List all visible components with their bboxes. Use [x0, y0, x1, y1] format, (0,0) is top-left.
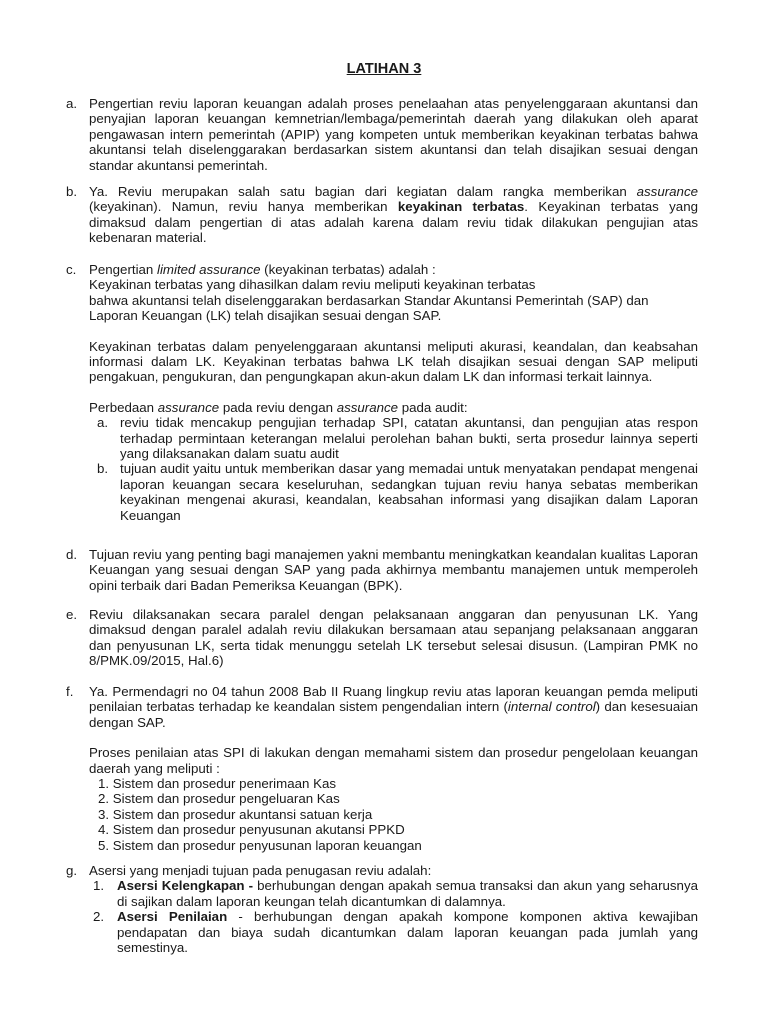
item-d-label: d.: [66, 547, 78, 562]
item-c-sub-b-text: tujuan audit yaitu untuk memberikan dasar yang memadai untuk menyatakan pendapat mengenai laporan keuangan secara keseluruhan, sedangkan tujuan reviu hanya sebatas memberikan keyakinan mengenai akurasi, keandalan, keabsahan informasi yang disajikan dalam Laporan Keuangan: [120, 461, 698, 523]
item-f-para2: Proses penilaian atas SPI di lakukan dengan memahami sistem dan prosedur pengelolaan keuangan daerah yang meliputi :: [89, 745, 698, 776]
item-d-text: Tujuan reviu yang penting bagi manajemen yakni membantu meningkatkan keandalan kualitas Laporan Keuangan yang sesuai dengan SAP yang pada akhirnya membantu manajemen untuk memperoleh opini terbaik dari Badan Pemeriksa Keuangan (BPK).: [89, 547, 698, 593]
item-c-diff-italic-1: assurance: [157, 399, 220, 415]
item-b-label: b.: [66, 184, 78, 199]
item-f-list: [98, 776, 698, 853]
item-g: [66, 863, 698, 955]
item-c-diff-3: pada audit:: [398, 399, 468, 415]
item-c-intro: [89, 262, 698, 277]
item-g-assertion-1-num: 1.: [93, 878, 105, 894]
item-g-assertion-2-desc: - berhubungan dengan apakah kompone komponen aktiva kewajiban pendapatan dan biaya sudah dicantumkan dalam laporan keuangan pada jumlah yang semestinya.: [117, 909, 699, 956]
item-g-assertion-2: [93, 909, 698, 955]
item-b-italic: assurance: [636, 184, 698, 199]
item-f-list-item: 3. Sistem dan prosedur akuntansi satuan kerja: [98, 806, 373, 822]
item-c-para2: Keyakinan terbatas dalam penyelenggaraan akuntansi meliputi akurasi, keandalan, dan keabsahan informasi dalam LK. Keyakinan terbatas bahwa LK telah disajikan sesuai dengan SAP meliputi pengakuan, pengukuran, dan pengungkapan akun-akun dalam LK dan informasi terkait lainnya.: [89, 338, 698, 385]
item-c-line1: Keyakinan terbatas yang dihasilkan dalam reviu meliputi keyakinan terbatas: [89, 277, 536, 293]
item-e: [66, 607, 698, 669]
item-e-label: e.: [66, 607, 78, 622]
item-g-assertion-2-num: 2.: [93, 909, 105, 925]
item-c-label: c.: [66, 262, 77, 277]
item-c-sub-b-label: b.: [97, 461, 109, 477]
item-f-list-item: 5. Sistem dan prosedur penyusunan laporan keuangan: [98, 837, 422, 853]
item-c-diff-1: Perbedaan: [89, 399, 158, 415]
item-c-sub-b: [97, 461, 698, 523]
item-d: [66, 547, 698, 593]
item-c-sub-a: [97, 415, 698, 461]
item-g-assertion-1-text: [117, 878, 698, 909]
item-g-intro: Asersi yang menjadi tujuan pada penugasan reviu adalah:: [89, 863, 432, 878]
item-c-intro-italic: limited assurance: [157, 262, 261, 277]
item-g-assertion-1-title: Asersi Kelengkapan -: [117, 878, 254, 894]
item-b: [66, 184, 698, 246]
item-g-assertion-2-title: Asersi Penilaian: [117, 909, 228, 925]
item-f-text-2: ) dan kesesuaian dengan SAP.: [89, 699, 698, 730]
item-f-text-1: Ya. Permendagri no 04 tahun 2008 Bab II Ruang lingkup reviu atas laporan keuangan pemda meliputi penilaian terbatas terhadap ke keandalan sistem pengendalian intern (: [89, 684, 698, 715]
item-c: [66, 262, 698, 523]
item-a-label: a.: [66, 96, 78, 111]
item-c-sub-a-text: reviu tidak mencakup pengujian terhadap SPI, catatan akuntansi, dan pengujian atas respon terhadap permintaan keterangan melalui perolehan bahan bukti, serta prosedur lainnya seperti yang dilaksanakan dalam suatu audit: [120, 415, 698, 462]
item-c-line2: bahwa akuntansi telah diselenggarakan berdasarkan Standar Akuntansi Pemerintah (SAP) dan Laporan Keuangan (LK) telah disajikan sesuai dengan SAP.: [89, 292, 649, 324]
item-c-intro-2: (keyakinan terbatas) adalah :: [260, 262, 436, 277]
item-c-intro-1: Pengertian: [89, 262, 158, 277]
item-b-text: [89, 184, 698, 246]
item-b-text-3: . Keyakinan terbatas yang dimaksud dalam pengertian di atas adalah karena dalam reviu tidak dilakukan pengujian atas kebenaran material.: [89, 199, 698, 246]
item-c-diff: [89, 400, 698, 415]
item-f-text: [89, 684, 698, 730]
item-a: [66, 96, 698, 173]
item-g-assertion-1-desc: berhubungan dengan apakah semua transaksi dan akun yang seharusnya di sajikan dalam laporan keungan telah dicantumkan di dalamnya.: [117, 878, 698, 909]
item-g-assertion-1: [93, 878, 698, 909]
page-title: LATIHAN 3: [346, 61, 422, 77]
item-b-text-2: (keyakinan). Namun, reviu hanya memberikan: [89, 199, 398, 215]
item-f-list-item: 4. Sistem dan prosedur penyusunan akutansi PPKD: [98, 822, 405, 838]
item-g-label: g.: [66, 863, 78, 878]
item-f-italic: internal control: [507, 699, 596, 715]
item-a-text: Pengertian reviu laporan keuangan adalah proses penelaahan atas penyelenggaraan akuntansi dan penyajian laporan keuangan kemnetrian/lembaga/pemerintah daerah yang dilakukan oleh aparat pengawasan intern pemerintah (APIP) yang kompeten untuk memberikan keyakinan terbatas bahwa akuntansi telah diselenggarakan berdasarkan sistem akuntansi dan telah disajikan sesuai dengan standar akuntansi pemerintah.: [89, 96, 698, 173]
item-c-diff-2: pada reviu dengan: [219, 399, 337, 415]
item-b-bold: keyakinan terbatas: [397, 199, 525, 215]
item-e-text: Reviu dilaksanakan secara paralel dengan pelaksanaan anggaran dan penyusunan LK. Yang dimaksud dengan paralel adalah reviu dilakukan bersamaan atau sepanjang pelaksanaan anggaran dan penyusunan LK, serta tidak menunggu setelah LK tersebut selesai disusun. (Lampiran PMK no 8/PMK.09/2015, Hal.6): [89, 607, 698, 669]
item-g-assertion-2-text: [117, 909, 698, 955]
item-f-list-item: 1. Sistem dan prosedur penerimaan Kas: [98, 776, 336, 792]
item-c-sub-a-label: a.: [97, 415, 109, 431]
item-c-diff-italic-2: assurance: [336, 399, 399, 415]
item-f: [66, 684, 698, 853]
item-f-list-item: 2. Sistem dan prosedur pengeluaran Kas: [98, 791, 340, 807]
item-f-label: f.: [66, 684, 74, 699]
item-b-text-1: Ya. Reviu merupakan salah satu bagian dari kegiatan dalam rangka memberikan: [89, 184, 637, 199]
